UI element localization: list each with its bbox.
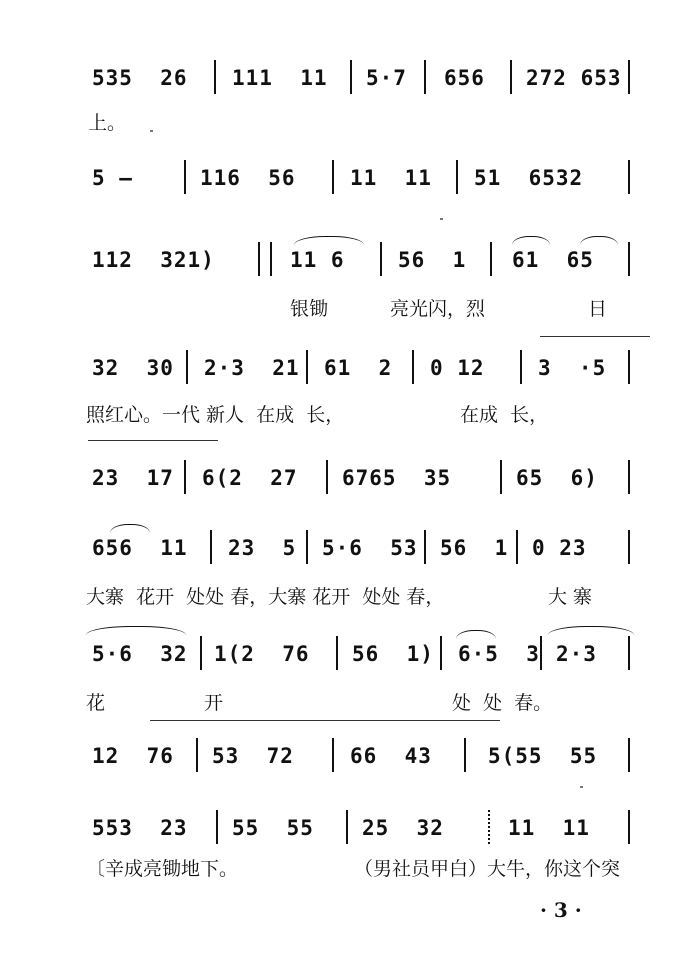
measure: 56 1 — [398, 248, 467, 272]
measure: 5·6 53 — [322, 536, 418, 560]
barline — [332, 738, 334, 772]
lyric-text: 上。 — [88, 112, 127, 134]
lyric-row — [0, 582, 690, 612]
measure: 53 72 — [212, 744, 294, 768]
measure: 5(55 55 — [488, 744, 598, 768]
barline — [210, 530, 212, 564]
measure: 112 321) — [92, 248, 215, 272]
barline — [214, 60, 216, 94]
measure: 61 2 — [324, 356, 393, 380]
barline — [628, 810, 630, 844]
measure: 23 5 — [228, 536, 297, 560]
measure: 5·7 — [366, 66, 407, 90]
notation-row — [0, 240, 690, 280]
lyric-row — [0, 854, 690, 884]
barline — [270, 242, 272, 276]
measure: 656 — [444, 66, 485, 90]
barline — [412, 350, 414, 384]
page-number: · 3 · — [540, 898, 582, 922]
notation-row — [0, 58, 690, 98]
lyric-row — [0, 108, 690, 138]
lyric-row — [0, 400, 690, 430]
barline — [500, 460, 502, 494]
barline — [332, 160, 334, 194]
barline — [424, 530, 426, 564]
measure: 0 12 — [430, 356, 485, 380]
barline — [628, 60, 630, 94]
lyric-text: 大寨 花开 处处 春，大寨 花开 处处 春， — [86, 586, 445, 608]
phrase-line — [88, 440, 218, 441]
measure: 51 6532 — [474, 166, 584, 190]
barline — [346, 810, 348, 844]
scan-speck — [440, 218, 443, 220]
barline — [510, 60, 512, 94]
barline — [326, 460, 328, 494]
measure: 656 11 — [92, 536, 188, 560]
measure: 535 26 — [92, 66, 188, 90]
measure: 25 32 — [362, 816, 444, 840]
barline — [184, 460, 186, 494]
phrase-line — [540, 336, 650, 337]
scan-speck — [150, 130, 153, 132]
measure: 6(2 27 — [202, 466, 298, 490]
barline — [628, 242, 630, 276]
barline — [350, 60, 352, 94]
measure: 0 23 — [532, 536, 587, 560]
barline — [628, 350, 630, 384]
measure: 11 11 — [508, 816, 590, 840]
measure: 2·3 — [556, 642, 597, 666]
measure: 56 1 — [440, 536, 509, 560]
notation-row — [0, 348, 690, 388]
measure: 65 6) — [516, 466, 598, 490]
lyric-text: 〔辛成亮锄地下。 — [86, 858, 239, 880]
barline — [200, 636, 202, 670]
barline — [456, 160, 458, 194]
measure: 6765 35 — [342, 466, 452, 490]
measure: 553 23 — [92, 816, 188, 840]
notation-row — [0, 808, 690, 848]
barline — [196, 738, 198, 772]
measure: 5 — — [92, 166, 133, 190]
measure: 6·5 3 — [458, 642, 540, 666]
barline — [424, 60, 426, 94]
lyric-text: （男社员甲白）大牛，你这个突 — [354, 858, 621, 880]
barline — [184, 160, 186, 194]
measure: 55 55 — [232, 816, 314, 840]
lyric-text: 处 处 春。 — [452, 692, 553, 714]
measure: 3 ·5 — [538, 356, 607, 380]
lyric-text: 花 — [86, 692, 106, 714]
barline — [628, 160, 630, 194]
barline — [216, 810, 218, 844]
notation-row — [0, 158, 690, 198]
barline — [336, 636, 338, 670]
barline — [520, 350, 522, 384]
lyric-text: 照红心。一代 新人 在成 长， — [86, 404, 345, 426]
barline — [628, 530, 630, 564]
barline — [186, 350, 188, 384]
barline — [258, 242, 260, 276]
phrase-line — [150, 720, 500, 721]
barline — [516, 530, 518, 564]
measure: 1(2 76 — [214, 642, 310, 666]
measure: 11 11 — [350, 166, 432, 190]
barline — [306, 350, 308, 384]
measure: 61 65 — [512, 248, 594, 272]
lyric-text: 在成 长， — [460, 404, 549, 426]
measure: 272 653 — [526, 66, 622, 90]
measure: 5·6 32 — [92, 642, 188, 666]
measure: 2·3 21 — [204, 356, 300, 380]
scan-speck — [580, 786, 583, 788]
notation-row — [0, 528, 690, 568]
notation-row — [0, 736, 690, 776]
lyric-text: 银锄 — [290, 298, 329, 320]
lyric-text: 亮光闪，烈 — [390, 298, 486, 320]
lyric-text: 大 寨 — [548, 586, 593, 608]
barline — [306, 530, 308, 564]
measure: 66 43 — [350, 744, 432, 768]
measure: 116 56 — [200, 166, 296, 190]
barline — [490, 242, 492, 276]
lyric-row — [0, 294, 690, 324]
measure: 12 76 — [92, 744, 174, 768]
barline — [380, 242, 382, 276]
notation-row — [0, 458, 690, 498]
measure: 23 17 — [92, 466, 174, 490]
barline — [628, 460, 630, 494]
lyric-text: 日 — [588, 298, 608, 320]
measure: 32 30 — [92, 356, 174, 380]
lyric-row — [0, 688, 690, 718]
barline — [540, 636, 542, 670]
barline — [628, 738, 630, 772]
measure: 111 11 — [232, 66, 328, 90]
barline — [628, 636, 630, 670]
measure: 11 6 — [290, 248, 345, 272]
lyric-text: 开 — [204, 692, 224, 714]
barline — [464, 738, 466, 772]
notation-row — [0, 634, 690, 674]
measure: 56 1) — [352, 642, 434, 666]
barline — [440, 636, 442, 670]
barline-dotted — [488, 810, 490, 844]
